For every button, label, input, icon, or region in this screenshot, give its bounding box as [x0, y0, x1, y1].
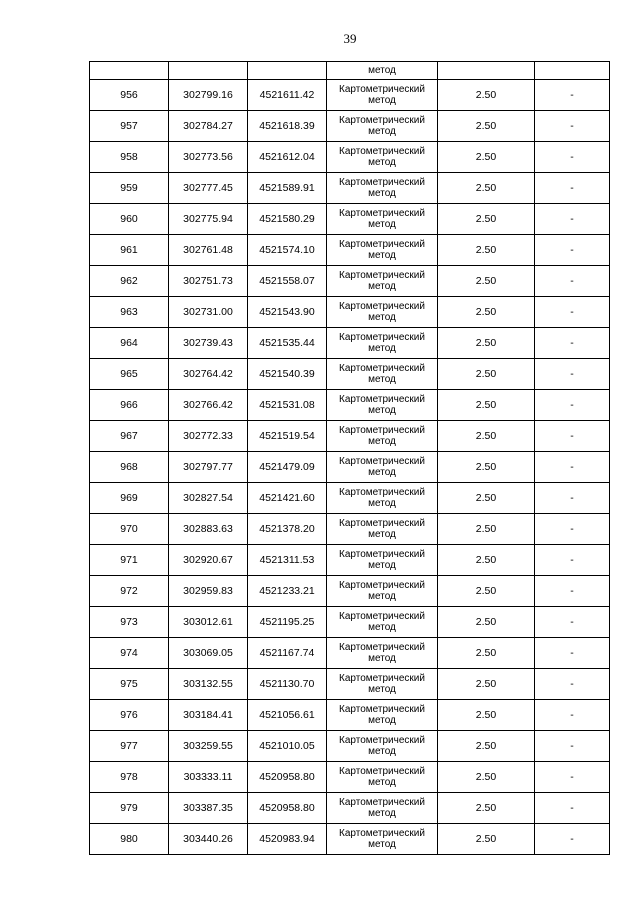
method-line-2: метод — [368, 746, 396, 757]
method-cell — [327, 576, 438, 607]
method-line-1: Картометрический — [339, 331, 425, 343]
x-coordinate-cell: 302827.54 — [169, 483, 248, 514]
method-line-2: метод — [368, 591, 396, 602]
method-cell — [327, 638, 438, 669]
table-row — [90, 266, 610, 297]
point-number-cell: 959 — [90, 173, 169, 204]
x-coordinate-cell: 302739.43 — [169, 328, 248, 359]
y-coordinate-cell: 4521056.61 — [248, 700, 327, 731]
method-cell — [327, 235, 438, 266]
method-line-2: метод — [368, 343, 396, 354]
table-row — [90, 235, 610, 266]
table-row — [90, 204, 610, 235]
point-number-cell: 968 — [90, 452, 169, 483]
method-line-1: Картометрический — [339, 269, 425, 281]
method-line-2: метод — [368, 529, 396, 540]
method-line-1: Картометрический — [339, 796, 425, 808]
point-number-cell: 960 — [90, 204, 169, 235]
method-line-1: Картометрический — [339, 641, 425, 653]
method-cell — [327, 359, 438, 390]
accuracy-cell: 2.50 — [438, 421, 535, 452]
method-cell — [327, 328, 438, 359]
continuation-cell-x — [169, 62, 248, 80]
table-row — [90, 390, 610, 421]
method-line-1: Картометрический — [339, 765, 425, 777]
method-line-1: Картометрический — [339, 362, 425, 374]
method-line-1: Картометрический — [339, 734, 425, 746]
method-cell — [327, 173, 438, 204]
method-line-2: метод — [368, 126, 396, 137]
point-number-cell: 978 — [90, 762, 169, 793]
x-coordinate-cell: 302751.73 — [169, 266, 248, 297]
method-line-2: метод — [368, 498, 396, 509]
table-row — [90, 173, 610, 204]
x-coordinate-cell: 303259.55 — [169, 731, 248, 762]
method-line-1: Картометрический — [339, 827, 425, 839]
y-coordinate-cell: 4521574.10 — [248, 235, 327, 266]
point-number-cell: 965 — [90, 359, 169, 390]
y-coordinate-cell: 4521378.20 — [248, 514, 327, 545]
note-cell: - — [535, 452, 610, 483]
coordinates-table-body — [90, 62, 610, 855]
note-cell: - — [535, 390, 610, 421]
method-line-2: метод — [368, 622, 396, 633]
point-number-cell: 976 — [90, 700, 169, 731]
method-line-1: Картометрический — [339, 114, 425, 126]
x-coordinate-cell: 303387.35 — [169, 793, 248, 824]
y-coordinate-cell: 4521519.54 — [248, 421, 327, 452]
method-line-2: метод — [368, 436, 396, 447]
table-row — [90, 793, 610, 824]
accuracy-cell: 2.50 — [438, 669, 535, 700]
table-row — [90, 824, 610, 855]
method-line-1: Картометрический — [339, 486, 425, 498]
method-line-2: метод — [368, 684, 396, 695]
point-number-cell: 980 — [90, 824, 169, 855]
method-line-1: Картометрический — [339, 83, 425, 95]
method-cell — [327, 731, 438, 762]
method-line-2: метод — [368, 653, 396, 664]
table-row — [90, 545, 610, 576]
method-line-2: метод — [368, 808, 396, 819]
y-coordinate-cell: 4520983.94 — [248, 824, 327, 855]
method-line-2: метод — [368, 312, 396, 323]
point-number-cell: 967 — [90, 421, 169, 452]
y-coordinate-cell: 4521010.05 — [248, 731, 327, 762]
note-cell: - — [535, 328, 610, 359]
accuracy-cell: 2.50 — [438, 793, 535, 824]
y-coordinate-cell: 4521535.44 — [248, 328, 327, 359]
x-coordinate-cell: 303184.41 — [169, 700, 248, 731]
accuracy-cell: 2.50 — [438, 514, 535, 545]
point-number-cell: 964 — [90, 328, 169, 359]
method-cell — [327, 390, 438, 421]
note-cell: - — [535, 762, 610, 793]
table-row — [90, 297, 610, 328]
method-line-1: Картометрический — [339, 300, 425, 312]
y-coordinate-cell: 4521543.90 — [248, 297, 327, 328]
accuracy-cell: 2.50 — [438, 545, 535, 576]
point-number-cell: 973 — [90, 607, 169, 638]
x-coordinate-cell: 302959.83 — [169, 576, 248, 607]
table-row — [90, 111, 610, 142]
method-line-2: метод — [368, 188, 396, 199]
note-cell: - — [535, 173, 610, 204]
note-cell: - — [535, 483, 610, 514]
note-cell: - — [535, 607, 610, 638]
method-line-1: Картометрический — [339, 703, 425, 715]
method-cell — [327, 452, 438, 483]
note-cell: - — [535, 824, 610, 855]
method-cell — [327, 266, 438, 297]
accuracy-cell: 2.50 — [438, 824, 535, 855]
method-line-1: Картометрический — [339, 517, 425, 529]
accuracy-cell: 2.50 — [438, 483, 535, 514]
accuracy-cell: 2.50 — [438, 173, 535, 204]
accuracy-cell: 2.50 — [438, 266, 535, 297]
y-coordinate-cell: 4521421.60 — [248, 483, 327, 514]
table-row — [90, 607, 610, 638]
x-coordinate-cell: 302797.77 — [169, 452, 248, 483]
y-coordinate-cell: 4521233.21 — [248, 576, 327, 607]
note-cell: - — [535, 731, 610, 762]
x-coordinate-cell: 302784.27 — [169, 111, 248, 142]
method-cell — [327, 297, 438, 328]
method-line-2: метод — [368, 219, 396, 230]
note-cell: - — [535, 359, 610, 390]
point-number-cell: 963 — [90, 297, 169, 328]
y-coordinate-cell: 4521195.25 — [248, 607, 327, 638]
point-number-cell: 969 — [90, 483, 169, 514]
table-row — [90, 142, 610, 173]
point-number-cell: 979 — [90, 793, 169, 824]
method-line-1: Картометрический — [339, 393, 425, 405]
method-cell — [327, 111, 438, 142]
x-coordinate-cell: 302731.00 — [169, 297, 248, 328]
method-cell — [327, 700, 438, 731]
method-line-2: метод — [368, 95, 396, 106]
point-number-cell: 977 — [90, 731, 169, 762]
method-cell — [327, 483, 438, 514]
method-line-1: Картометрический — [339, 610, 425, 622]
point-number-cell: 966 — [90, 390, 169, 421]
method-line-2: метод — [368, 467, 396, 478]
x-coordinate-cell: 302773.56 — [169, 142, 248, 173]
method-line-1: Картометрический — [339, 176, 425, 188]
table-row — [90, 514, 610, 545]
coordinates-table — [89, 61, 610, 855]
y-coordinate-cell: 4520958.80 — [248, 762, 327, 793]
method-line-2: метод — [368, 374, 396, 385]
x-coordinate-cell: 302772.33 — [169, 421, 248, 452]
table-row — [90, 638, 610, 669]
method-cell — [327, 142, 438, 173]
accuracy-cell: 2.50 — [438, 359, 535, 390]
note-cell: - — [535, 545, 610, 576]
note-cell: - — [535, 235, 610, 266]
y-coordinate-cell: 4521589.91 — [248, 173, 327, 204]
method-cell — [327, 824, 438, 855]
continuation-cell-note — [535, 62, 610, 80]
continuation-cell-y — [248, 62, 327, 80]
table-row — [90, 359, 610, 390]
method-cell — [327, 80, 438, 111]
note-cell: - — [535, 111, 610, 142]
method-cell — [327, 762, 438, 793]
y-coordinate-cell: 4521540.39 — [248, 359, 327, 390]
y-coordinate-cell: 4521612.04 — [248, 142, 327, 173]
method-line-2: метод — [368, 250, 396, 261]
method-line-2: метод — [368, 405, 396, 416]
continuation-cell-accuracy — [438, 62, 535, 80]
point-number-cell: 974 — [90, 638, 169, 669]
y-coordinate-cell: 4521558.07 — [248, 266, 327, 297]
note-cell: - — [535, 669, 610, 700]
method-cell — [327, 421, 438, 452]
table-row — [90, 576, 610, 607]
method-line-1: Картометрический — [339, 207, 425, 219]
table-row — [90, 731, 610, 762]
method-line-2: метод — [368, 157, 396, 168]
method-line-2: метод — [368, 777, 396, 788]
table-row — [90, 80, 610, 111]
y-coordinate-cell: 4521618.39 — [248, 111, 327, 142]
x-coordinate-cell: 302920.67 — [169, 545, 248, 576]
method-line-1: Картометрический — [339, 455, 425, 467]
point-number-cell: 956 — [90, 80, 169, 111]
accuracy-cell: 2.50 — [438, 390, 535, 421]
x-coordinate-cell: 303440.26 — [169, 824, 248, 855]
method-cell — [327, 607, 438, 638]
table-row — [90, 328, 610, 359]
accuracy-cell: 2.50 — [438, 576, 535, 607]
x-coordinate-cell: 303069.05 — [169, 638, 248, 669]
accuracy-cell: 2.50 — [438, 731, 535, 762]
note-cell: - — [535, 142, 610, 173]
note-cell: - — [535, 700, 610, 731]
note-cell: - — [535, 266, 610, 297]
point-number-cell: 961 — [90, 235, 169, 266]
method-cell — [327, 669, 438, 700]
point-number-cell: 958 — [90, 142, 169, 173]
method-line-1: Картометрический — [339, 579, 425, 591]
note-cell: - — [535, 793, 610, 824]
x-coordinate-cell: 303132.55 — [169, 669, 248, 700]
x-coordinate-cell: 302764.42 — [169, 359, 248, 390]
point-number-cell: 975 — [90, 669, 169, 700]
accuracy-cell: 2.50 — [438, 204, 535, 235]
accuracy-cell: 2.50 — [438, 80, 535, 111]
table-row — [90, 483, 610, 514]
y-coordinate-cell: 4521167.74 — [248, 638, 327, 669]
table-row — [90, 452, 610, 483]
y-coordinate-cell: 4521130.70 — [248, 669, 327, 700]
x-coordinate-cell: 302799.16 — [169, 80, 248, 111]
accuracy-cell: 2.50 — [438, 142, 535, 173]
accuracy-cell: 2.50 — [438, 607, 535, 638]
x-coordinate-cell: 303012.61 — [169, 607, 248, 638]
table-row — [90, 669, 610, 700]
x-coordinate-cell: 302883.63 — [169, 514, 248, 545]
note-cell: - — [535, 80, 610, 111]
point-number-cell: 962 — [90, 266, 169, 297]
table-row — [90, 700, 610, 731]
accuracy-cell: 2.50 — [438, 638, 535, 669]
page-number: 39 — [343, 31, 357, 46]
method-line-1: Картометрический — [339, 424, 425, 436]
accuracy-cell: 2.50 — [438, 235, 535, 266]
x-coordinate-cell: 302766.42 — [169, 390, 248, 421]
table-row — [90, 421, 610, 452]
method-line-2: метод — [368, 281, 396, 292]
method-cell — [327, 545, 438, 576]
note-cell: - — [535, 514, 610, 545]
x-coordinate-cell: 302777.45 — [169, 173, 248, 204]
x-coordinate-cell: 303333.11 — [169, 762, 248, 793]
continuation-row — [90, 62, 610, 80]
y-coordinate-cell: 4521580.29 — [248, 204, 327, 235]
note-cell: - — [535, 204, 610, 235]
accuracy-cell: 2.50 — [438, 297, 535, 328]
point-number-cell: 971 — [90, 545, 169, 576]
table-row — [90, 762, 610, 793]
point-number-cell: 970 — [90, 514, 169, 545]
method-line-2: метод — [368, 560, 396, 571]
method-line-1: Картометрический — [339, 145, 425, 157]
y-coordinate-cell: 4521531.08 — [248, 390, 327, 421]
method-line-2: метод — [368, 715, 396, 726]
y-coordinate-cell: 4521479.09 — [248, 452, 327, 483]
note-cell: - — [535, 638, 610, 669]
note-cell: - — [535, 576, 610, 607]
y-coordinate-cell: 4520958.80 — [248, 793, 327, 824]
method-cell — [327, 514, 438, 545]
note-cell: - — [535, 421, 610, 452]
method-cell — [327, 204, 438, 235]
continuation-cell-id — [90, 62, 169, 80]
note-cell: - — [535, 297, 610, 328]
x-coordinate-cell: 302761.48 — [169, 235, 248, 266]
accuracy-cell: 2.50 — [438, 762, 535, 793]
method-line-1: Картометрический — [339, 548, 425, 560]
method-line-1: Картометрический — [339, 238, 425, 250]
accuracy-cell: 2.50 — [438, 111, 535, 142]
method-cell — [327, 793, 438, 824]
y-coordinate-cell: 4521611.42 — [248, 80, 327, 111]
accuracy-cell: 2.50 — [438, 700, 535, 731]
method-line-2: метод — [368, 839, 396, 850]
accuracy-cell: 2.50 — [438, 452, 535, 483]
point-number-cell: 972 — [90, 576, 169, 607]
accuracy-cell: 2.50 — [438, 328, 535, 359]
point-number-cell: 957 — [90, 111, 169, 142]
y-coordinate-cell: 4521311.53 — [248, 545, 327, 576]
continuation-cell-method: метод — [327, 62, 438, 80]
method-line-1: Картометрический — [339, 672, 425, 684]
x-coordinate-cell: 302775.94 — [169, 204, 248, 235]
